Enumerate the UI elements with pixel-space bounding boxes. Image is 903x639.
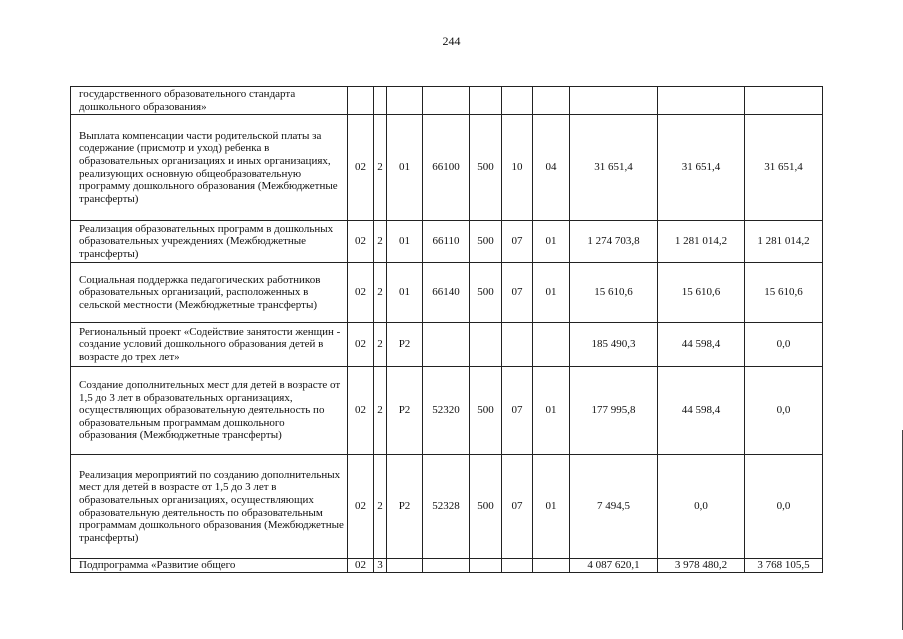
event-code-cell: P2 xyxy=(387,367,423,455)
program-code-cell: 02 xyxy=(348,367,374,455)
program-code-cell: 02 xyxy=(348,115,374,221)
section-cell xyxy=(502,559,533,573)
row-name-cell: Выплата компенсации части родительской платы за содержание (присмотр и уход) ребенка в образовательных организациях и иных организациях, реализующих основную общеобразовательную программу дошкольного образования (Межбюджетные трансферты) xyxy=(71,115,348,221)
subsection-cell: 04 xyxy=(533,115,570,221)
row-name-cell: государственного образовательного стандарта дошкольного образования» xyxy=(71,87,348,115)
program-code-cell: 02 xyxy=(348,221,374,263)
event-code-cell: 01 xyxy=(387,221,423,263)
table-row xyxy=(71,263,823,323)
expense-type-cell xyxy=(470,87,502,115)
table-row xyxy=(71,455,823,559)
amount-year2-cell xyxy=(658,87,745,115)
expense-type-cell: 500 xyxy=(470,263,502,323)
amount-year1-cell: 1 274 703,8 xyxy=(570,221,658,263)
budget-table xyxy=(70,86,823,573)
amount-year2-cell: 31 651,4 xyxy=(658,115,745,221)
subsection-cell xyxy=(533,87,570,115)
amount-year1-cell: 4 087 620,1 xyxy=(570,559,658,573)
subsection-cell: 01 xyxy=(533,367,570,455)
event-code-cell xyxy=(387,87,423,115)
subprogram-code-cell: 2 xyxy=(374,115,387,221)
program-code-cell: 02 xyxy=(348,263,374,323)
amount-year3-cell: 1 281 014,2 xyxy=(745,221,823,263)
amount-year2-cell: 44 598,4 xyxy=(658,323,745,367)
section-cell: 07 xyxy=(502,455,533,559)
expense-type-cell: 500 xyxy=(470,455,502,559)
row-name-cell: Региональный проект «Содействие занятости женщин - создание условий дошкольного образования детей в возрасте до трех лет» xyxy=(71,323,348,367)
amount-year2-cell: 44 598,4 xyxy=(658,367,745,455)
subsection-cell: 01 xyxy=(533,263,570,323)
expense-type-cell xyxy=(470,323,502,367)
section-cell: 07 xyxy=(502,263,533,323)
table-row xyxy=(71,115,823,221)
amount-year1-cell xyxy=(570,87,658,115)
section-cell: 10 xyxy=(502,115,533,221)
event-code-cell: P2 xyxy=(387,323,423,367)
table-row xyxy=(71,559,823,573)
amount-year2-cell: 3 978 480,2 xyxy=(658,559,745,573)
amount-year1-cell: 185 490,3 xyxy=(570,323,658,367)
direction-code-cell xyxy=(423,323,470,367)
subprogram-code-cell: 2 xyxy=(374,263,387,323)
event-code-cell xyxy=(387,559,423,573)
amount-year1-cell: 177 995,8 xyxy=(570,367,658,455)
program-code-cell: 02 xyxy=(348,559,374,573)
amount-year3-cell: 15 610,6 xyxy=(745,263,823,323)
amount-year1-cell: 7 494,5 xyxy=(570,455,658,559)
amount-year3-cell: 0,0 xyxy=(745,455,823,559)
expense-type-cell: 500 xyxy=(470,115,502,221)
section-cell: 07 xyxy=(502,367,533,455)
subsection-cell xyxy=(533,323,570,367)
event-code-cell: P2 xyxy=(387,455,423,559)
row-name-cell: Социальная поддержка педагогических работников образовательных организаций, расположенных в сельской местности (Межбюджетные трансферты) xyxy=(71,263,348,323)
expense-type-cell xyxy=(470,559,502,573)
row-name-cell: Реализация мероприятий по созданию дополнительных мест для детей в возрасте от 1,5 до 3 лет в образовательных организациях, осуществляющих образовательную деятельность по образовательным программам дошкольного образования (Межбюджетные трансферты) xyxy=(71,455,348,559)
budget-table-body xyxy=(71,87,823,573)
direction-code-cell: 66110 xyxy=(423,221,470,263)
amount-year3-cell: 0,0 xyxy=(745,323,823,367)
event-code-cell: 01 xyxy=(387,115,423,221)
amount-year2-cell: 1 281 014,2 xyxy=(658,221,745,263)
direction-code-cell: 52328 xyxy=(423,455,470,559)
row-name-cell: Реализация образовательных программ в дошкольных образовательных учреждениях (Межбюджетные трансферты) xyxy=(71,221,348,263)
amount-year2-cell: 0,0 xyxy=(658,455,745,559)
direction-code-cell: 66140 xyxy=(423,263,470,323)
subprogram-code-cell: 3 xyxy=(374,559,387,573)
direction-code-cell: 52320 xyxy=(423,367,470,455)
direction-code-cell xyxy=(423,559,470,573)
amount-year3-cell xyxy=(745,87,823,115)
direction-code-cell xyxy=(423,87,470,115)
subprogram-code-cell: 2 xyxy=(374,221,387,263)
table-row xyxy=(71,323,823,367)
subprogram-code-cell: 2 xyxy=(374,455,387,559)
page-number: 244 xyxy=(442,34,461,48)
amount-year3-cell: 31 651,4 xyxy=(745,115,823,221)
direction-code-cell: 66100 xyxy=(423,115,470,221)
expense-type-cell: 500 xyxy=(470,367,502,455)
table-row xyxy=(71,367,823,455)
amount-year3-cell: 3 768 105,5 xyxy=(745,559,823,573)
section-cell: 07 xyxy=(502,221,533,263)
program-code-cell: 02 xyxy=(348,455,374,559)
amount-year2-cell: 15 610,6 xyxy=(658,263,745,323)
amount-year1-cell: 15 610,6 xyxy=(570,263,658,323)
program-code-cell: 02 xyxy=(348,323,374,367)
subsection-cell: 01 xyxy=(533,455,570,559)
table-row xyxy=(71,87,823,115)
event-code-cell: 01 xyxy=(387,263,423,323)
row-name-cell: Подпрограмма «Развитие общего xyxy=(71,559,348,573)
amount-year1-cell: 31 651,4 xyxy=(570,115,658,221)
amount-year3-cell: 0,0 xyxy=(745,367,823,455)
subsection-cell xyxy=(533,559,570,573)
table-row xyxy=(71,221,823,263)
section-cell xyxy=(502,87,533,115)
subsection-cell: 01 xyxy=(533,221,570,263)
row-name-cell: Создание дополнительных мест для детей в возрасте от 1,5 до 3 лет в образовательных организациях, осуществляющих образовательную деятельность по образовательным программам дошкольного образования (Межбюджетные трансферты) xyxy=(71,367,348,455)
subprogram-code-cell: 2 xyxy=(374,367,387,455)
program-code-cell xyxy=(348,87,374,115)
expense-type-cell: 500 xyxy=(470,221,502,263)
subprogram-code-cell xyxy=(374,87,387,115)
section-cell xyxy=(502,323,533,367)
subprogram-code-cell: 2 xyxy=(374,323,387,367)
